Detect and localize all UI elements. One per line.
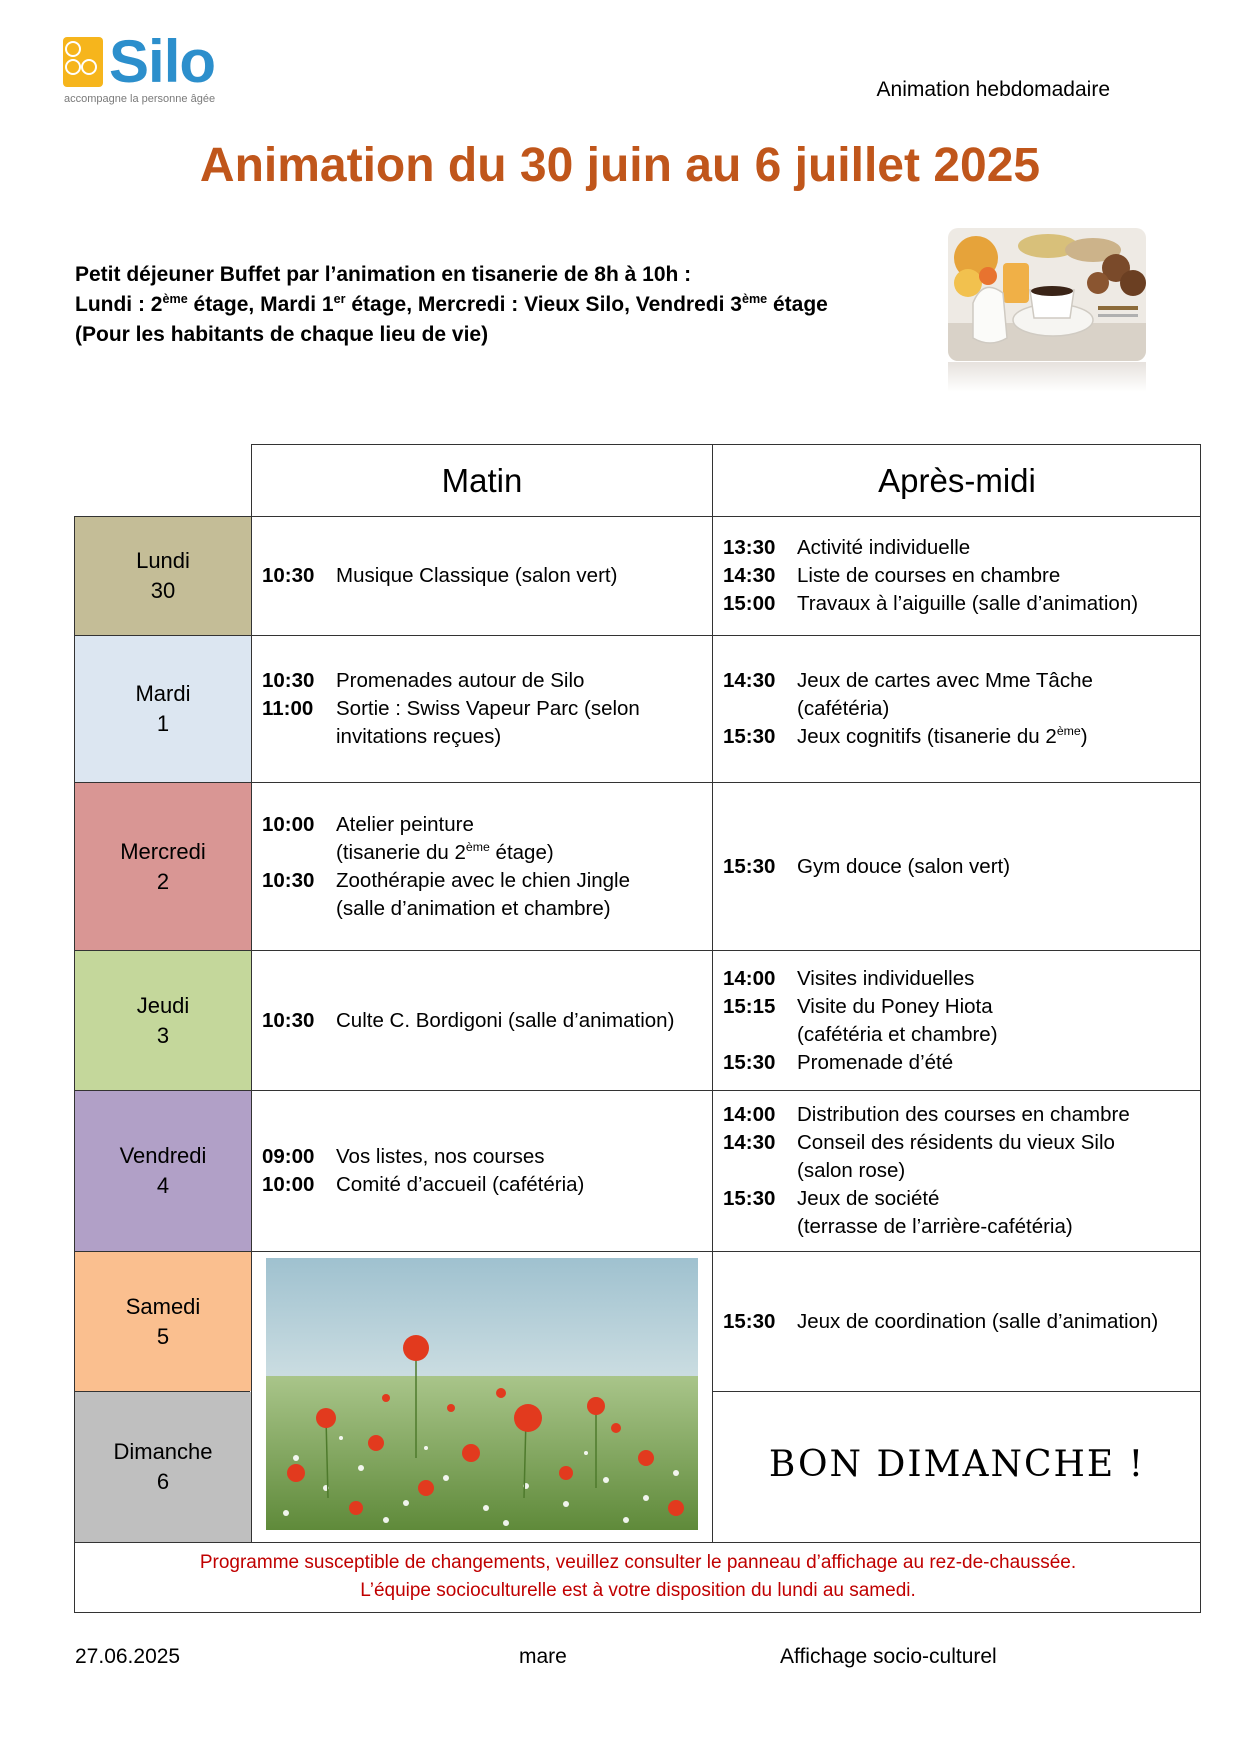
activity-entry: 14:00 Distribution des courses en chambre (723, 1103, 1130, 1126)
lundi-morning (262, 517, 702, 635)
day-name: Dimanche (113, 1439, 213, 1464)
column-header-afternoon: Après-midi (878, 461, 1036, 499)
samedi-afternoon (723, 1252, 1193, 1391)
day-name: Vendredi (119, 1143, 207, 1168)
document-type: Animation hebdomadaire (876, 78, 1110, 101)
activity-entry: 10:00 Atelier peinture (262, 812, 474, 836)
mardi-afternoon (723, 636, 1193, 782)
activity-entry: 10:00 Comité d’accueil (cafétéria) (262, 1173, 585, 1196)
day-cell-samedi (75, 1252, 251, 1391)
poppy-field-photo (266, 1258, 698, 1530)
vendredi-afternoon (723, 1091, 1193, 1251)
vendredi-morning (262, 1091, 702, 1251)
day-cell-dimanche (75, 1392, 251, 1542)
day-number: 5 (156, 1323, 170, 1349)
activity-entry: 15:30 Jeux de coordination (salle d’animation) (723, 1309, 1159, 1333)
activity-entry: 15:30 Jeux de société (terrasse de l’arrière-cafétéria) (723, 1187, 1073, 1238)
activity-entry: 15:30 Jeux cognitifs (tisanerie du 2ème) (723, 724, 1088, 748)
day-cell-mercredi (75, 783, 251, 950)
logo-word: Silo (109, 28, 216, 95)
activity-entry: 14:30 Jeux de cartes avec Mme Tâche (cafétéria) (723, 669, 1093, 720)
mardi-morning (262, 636, 702, 782)
breakfast-photo (948, 228, 1146, 361)
day-name: Mercredi (120, 838, 206, 864)
logo-mark-icon (63, 37, 103, 87)
day-number: 2 (156, 868, 170, 894)
day-number: 4 (156, 1173, 170, 1198)
day-number: 6 (156, 1469, 170, 1494)
breakfast-info (75, 260, 828, 350)
breakfast-line-2: Lundi : 2ème étage, Mardi 1er étage, Mercredi : Vieux Silo, Vendredi 3ème étage (75, 292, 828, 316)
breakfast-line-3: (Pour les habitants de chaque lieu de vie) (75, 323, 489, 346)
jeudi-afternoon (723, 951, 1193, 1090)
sunday-message: BON DIMANCHE ! (768, 1443, 1146, 1485)
day-number: 1 (156, 711, 170, 736)
notice-line-2: L’équipe socioculturelle est à votre disposition du lundi au samedi. (360, 1580, 916, 1601)
day-cell-lundi (75, 517, 251, 635)
day-number: 3 (156, 1022, 170, 1048)
activity-entry: 10:30 Zoothérapie avec le chien Jingle (salle d’animation et chambre) (262, 868, 631, 920)
photo-reflection (948, 362, 1146, 392)
footer-author: mare (519, 1645, 567, 1668)
day-cell-mardi (75, 636, 251, 782)
activity-entry: 11:00 Sortie : Swiss Vapeur Parc (selon invitations reçues) (262, 697, 640, 748)
schedule-notice (74, 1542, 1202, 1612)
activity-entry: 15:30 Promenade d’été (723, 1050, 954, 1074)
activity-entry: (tisanerie du 2ème étage) (336, 839, 554, 864)
activity-entry: 15:00 Travaux à l’aiguille (salle d’animation) (723, 592, 1139, 615)
notice-line-1: Programme susceptible de changements, veuillez consulter le panneau d’affichage au rez-de-chaussée. (199, 1552, 1077, 1573)
jeudi-morning (262, 951, 702, 1090)
activity-entry: 15:15 Visite du Poney Hiota (cafétéria et chambre) (723, 994, 998, 1046)
breakfast-line-1: Petit déjeuner Buffet par l’animation en tisanerie de 8h à 10h : (75, 263, 692, 286)
day-cell-vendredi (75, 1091, 251, 1251)
activity-entry: 14:00 Visites individuelles (723, 966, 975, 990)
day-number: 30 (150, 578, 176, 603)
page-title: Animation du 30 juin au 6 juillet 2025 (199, 139, 1041, 192)
day-name: Lundi (136, 548, 190, 573)
day-cell-jeudi (75, 951, 251, 1090)
activity-entry: 10:30 Musique Classique (salon vert) (262, 564, 618, 587)
lundi-afternoon (723, 517, 1193, 635)
activity-entry: 10:30 Culte C. Bordigoni (salle d’animation) (262, 1008, 675, 1032)
activity-entry: 13:30 Activité individuelle (723, 536, 971, 559)
mercredi-morning (262, 783, 702, 950)
activity-entry: 14:30 Liste de courses en chambre (723, 564, 1061, 587)
activity-entry: 10:30 Promenades autour de Silo (262, 669, 585, 692)
column-header-morning: Matin (441, 461, 523, 499)
day-name: Jeudi (136, 992, 190, 1018)
footer-category: Affichage socio-culturel (780, 1645, 997, 1668)
day-name: Samedi (125, 1293, 201, 1319)
logo-tagline: accompagne la personne âgée (64, 93, 216, 105)
activity-entry: 15:30 Gym douce (salon vert) (723, 854, 1011, 878)
day-name: Mardi (135, 681, 191, 706)
mercredi-afternoon (723, 783, 1193, 950)
activity-entry: 09:00 Vos listes, nos courses (262, 1145, 545, 1168)
footer-date: 27.06.2025 (75, 1645, 181, 1668)
activity-entry: 14:30 Conseil des résidents du vieux Silo (salon rose) (723, 1131, 1115, 1182)
silo-logo (63, 28, 233, 108)
